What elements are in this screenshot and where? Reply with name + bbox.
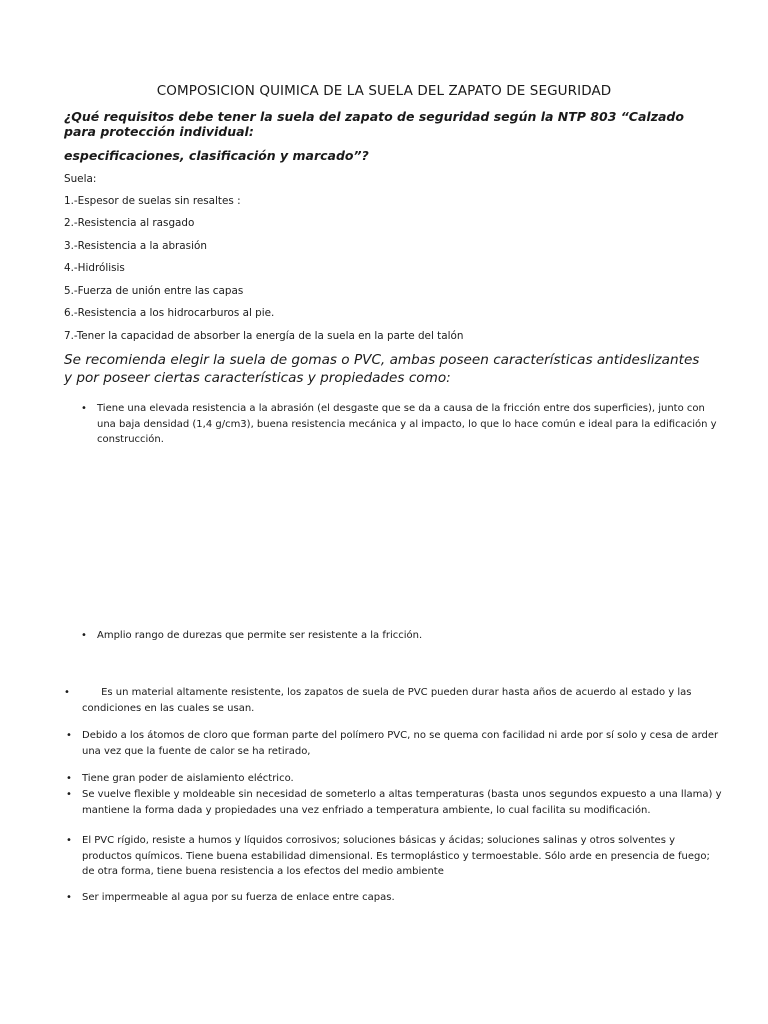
bullet-icon: • xyxy=(66,835,72,846)
list-item xyxy=(81,401,717,448)
list-item-text: Tiene una elevada resistencia a la abrasión (el desgaste que se da a causa de la fricción entre dos superficies), junto con una baja densidad (1,4 g/cm3), buena resistencia mecánica y al impacto, lo que lo hace común e ideal para la edificación y construcción. xyxy=(97,403,717,445)
list-item xyxy=(81,628,717,644)
list-item-text: Debido a los átomos de cloro que forman parte del polímero PVC, no se quema con facilidad ni arde por sí solo y cesa de arder una vez que la fuente de calor se ha retirado, xyxy=(82,730,719,757)
list-item xyxy=(66,833,722,880)
list-item xyxy=(66,771,722,787)
bullet-icon: • xyxy=(81,630,87,641)
requirement-item: 1.-Espesor de suelas sin resaltes : xyxy=(64,195,241,207)
requirement-item: 5.-Fuerza de unión entre las capas xyxy=(64,285,244,297)
intro-paragraph: Se recomienda elegir la suela de gomas o PVC, ambas poseen características antideslizantes y por poseer ciertas características y propiedades como: xyxy=(64,352,700,386)
requirement-item: 7.-Tener la capacidad de absorber la energía de la suela en la parte del talón xyxy=(64,330,464,342)
question-line-1: ¿Qué requisitos debe tener la suela del zapato de seguridad según la NTP 803 “Calzado para protección individual: xyxy=(64,109,684,139)
list-item xyxy=(66,787,722,818)
bullet-icon: • xyxy=(66,730,72,741)
requirement-item: 3.-Resistencia a la abrasión xyxy=(64,240,207,252)
list-item xyxy=(66,890,722,906)
document-title: COMPOSICION QUIMICA DE LA SUELA DEL ZAPATO DE SEGURIDAD xyxy=(156,83,612,99)
requirement-item: 6.-Resistencia a los hidrocarburos al pie. xyxy=(64,307,275,319)
list-item xyxy=(64,685,722,716)
requirement-item: 2.-Resistencia al rasgado xyxy=(64,217,195,229)
list-item xyxy=(66,728,722,759)
bullet-icon: • xyxy=(66,773,72,784)
list-item-text: Se vuelve flexible y moldeable sin necesidad de someterlo a altas temperaturas (basta unos segundos expuesto a una llama) y mantiene la forma dada y propiedades una vez enfriado a temperatura ambiente, lo cual facilita su modificación. xyxy=(82,789,722,816)
bullet-icon: • xyxy=(64,687,70,698)
list-item-text: Amplio rango de durezas que permite ser resistente a la fricción. xyxy=(97,630,423,641)
bullet-icon: • xyxy=(66,789,72,800)
bullet-icon: • xyxy=(81,403,87,414)
bullet-icon: • xyxy=(66,892,72,903)
list-item-text: Ser impermeable al agua por su fuerza de enlace entre capas. xyxy=(82,892,395,903)
list-item-text: Es un material altamente resistente, los zapatos de suela de PVC pueden durar hasta años de acuerdo al estado y las condiciones en las cuales se usan. xyxy=(82,687,695,714)
list-item-text: El PVC rígido, resiste a humos y líquidos corrosivos; soluciones básicas y ácidas; soluciones salinas y otros solventes y productos químicos. Tiene buena estabilidad dimensional. Es termoplástico y termoestable. Sólo arde en presencia de fuego; de otra forma, tiene buena resistencia a los efectos del medio ambiente xyxy=(82,835,710,877)
list-item-text: Tiene gran poder de aislamiento eléctrico. xyxy=(82,773,294,784)
suela-label: Suela: xyxy=(64,173,97,185)
requirement-item: 4.-Hidrólisis xyxy=(64,262,125,274)
question-line-2: especificaciones, clasificación y marcado”? xyxy=(64,148,369,163)
